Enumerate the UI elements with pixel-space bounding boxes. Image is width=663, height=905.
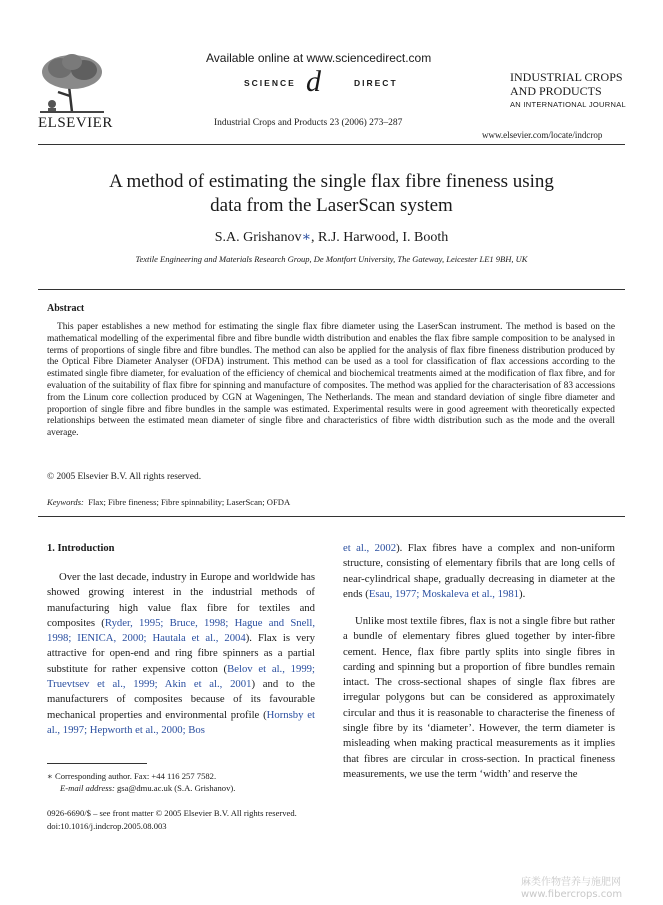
journal-reference: Industrial Crops and Products 23 (2006) 273–287 <box>214 118 403 128</box>
available-online-text: Available online at www.sciencedirect.com <box>206 51 432 65</box>
keywords-label: Keywords: <box>47 497 84 507</box>
journal-url[interactable]: www.elsevier.com/locate/indcrop <box>482 130 603 140</box>
abstract-bottom-divider <box>38 516 625 517</box>
email-label: E-mail address: <box>60 783 115 793</box>
intro-text: Over the last decade, industry in Europe and worldwide has showed growing interest in the industrial methods of manufacturing high value flax fibre for textiles and composites ( <box>47 571 315 629</box>
journal-name <box>510 70 623 98</box>
journal-name-line2: AND PRODUCTS <box>510 84 602 98</box>
footnote-email <box>60 783 235 793</box>
citation-link[interactable]: Ryder, 1995; Bruce, 1998; Hague and Snell, 1998; IENICA, 2000; Hautala et al., 2004 <box>47 616 315 645</box>
journal-name-line1: INDUSTRIAL CROPS <box>510 70 623 84</box>
intro-text: ). Flax fibres have a complex and non-uniform structure, consisting of elementary fibrils that are long cells of near-cylindrical shape, gradually decreasing in diameter at the ends ( <box>343 542 615 600</box>
abstract-top-divider <box>38 289 625 290</box>
watermark-line2: www.fibercrops.com <box>521 889 623 900</box>
header-divider <box>38 144 625 145</box>
abstract-text: This paper establishes a new method for estimating the single flax fibre diameter using the LaserScan instrument. The method is based on the mathematical modelling of the experimental fibre and fibre bundle width distribution and enables the flax fibre sample composition to be analysed in terms of proportions of single fibre and fibre bundles. The method can also be applied for the analysis of flax fibre fineness distribution produced by the Optical Fibre Diameter Analyser (OFDA) instrument. This method can be used as a tool for classification of flax accessions according to the estimated single fibre diameter, for evaluation of the efficiency of chemical and biochemical treatments aimed at the modification of flax fibre, and for evaluation of the suitability of flax fibre for spinning and manufacture of composites. The method was applied for the characterisation of 83 accessions from the Linum core collection produced by CGN at Wageningen, The Netherlands. The mean and standard deviation of single fibre diameter and proportion of single fibre and fibre bundles in the sample was estimated. Experimental results were in good agreement with theoretically expected relationships between the estimated mean diameter of single fibre and characteristics of fibre width distribution such as the mode and the overall average. <box>47 322 615 439</box>
intro-right-paragraph-2: Unlike most textile fibres, flax is not a single fibre but rather a bundle of elementary fibres glued together by inter-fibre cement. Hence, flax fibre partly splits into single fibres in carding and spinning but a proportion of fibre bundles remain intact. The cross-sectional shapes of single flax fibres are irregular polygons but can be considered as approximately circular and thus it is reasonable to characterise the fineness of single fibre by its ‘diameter’. However, the term diameter is misleading when making practical measurements as it implies that fibres are circular in cross-section. In practical fineness measurements, we use the term ‘width’ and reserve the <box>343 615 615 780</box>
keywords <box>47 497 290 507</box>
intro-right-paragraph-1 <box>343 541 615 602</box>
intro-left-column <box>47 570 315 738</box>
author-1: S.A. Grishanov <box>214 230 302 245</box>
intro-text: ). Flax is very attractive for open-end and ring fibre spinners as a partial substitute for rather expensive cotton ( <box>47 632 315 675</box>
journal-subtitle: AN INTERNATIONAL JOURNAL <box>510 100 626 109</box>
affiliation: Textile Engineering and Materials Research Group, De Montfort University, The Gateway, Leicester LE1 9BH, UK <box>135 254 528 264</box>
doi-line[interactable]: doi:10.1016/j.indcrop.2005.08.003 <box>47 821 167 831</box>
sd-at-icon: d <box>306 65 321 98</box>
corresponding-author-link[interactable]: ∗ <box>301 230 311 245</box>
footnote-divider <box>47 763 147 764</box>
sd-right-text: DIRECT <box>354 78 398 88</box>
article-title <box>38 170 625 218</box>
section-heading-introduction: 1. Introduction <box>47 543 115 554</box>
keywords-list: Flax; Fibre fineness; Fibre spinnability; LaserScan; OFDA <box>88 497 291 507</box>
intro-text: ). <box>519 587 526 600</box>
citation-link[interactable]: et al., 2002 <box>343 542 397 554</box>
abstract-copyright: © 2005 Elsevier B.V. All rights reserved. <box>47 472 202 482</box>
title-line2: data from the LaserScan system <box>210 195 453 216</box>
email-address[interactable]: gsa@dmu.ac.uk (S.A. Grishanov). <box>114 783 236 793</box>
footnote-corresponding: ∗ Corresponding author. Fax: +44 116 257 7582. <box>47 771 217 781</box>
sciencedirect-logo <box>244 65 424 100</box>
watermark <box>521 877 622 901</box>
author-list <box>38 229 625 246</box>
publisher-name: ELSEVIER <box>38 115 113 131</box>
elsevier-tree-logo-icon <box>38 52 106 114</box>
citation-link[interactable]: Belov et al., 1999; Truevtsev et al., 1999; Akin et al., 2001 <box>47 662 315 691</box>
watermark-line1: 麻类作物营养与施肥网 <box>521 877 621 888</box>
citation-link[interactable]: Hornsby et al., 1997; Hepworth et al., 2000; Bos <box>47 708 315 736</box>
sd-left-text: SCIENCE <box>244 78 296 88</box>
intro-text: ) and to the manufacturers of composites because of its favourable mechanical properties and environmental profile ( <box>47 678 315 721</box>
issn-line: 0926-6690/$ – see front matter © 2005 Elsevier B.V. All rights reserved. <box>47 808 297 818</box>
title-line1: A method of estimating the single flax fibre fineness using <box>109 171 554 192</box>
author-rest: , R.J. Harwood, I. Booth <box>310 230 449 245</box>
citation-link[interactable]: Esau, 1977; Moskaleva et al., 1981 <box>368 587 520 600</box>
abstract-heading: Abstract <box>47 303 85 314</box>
